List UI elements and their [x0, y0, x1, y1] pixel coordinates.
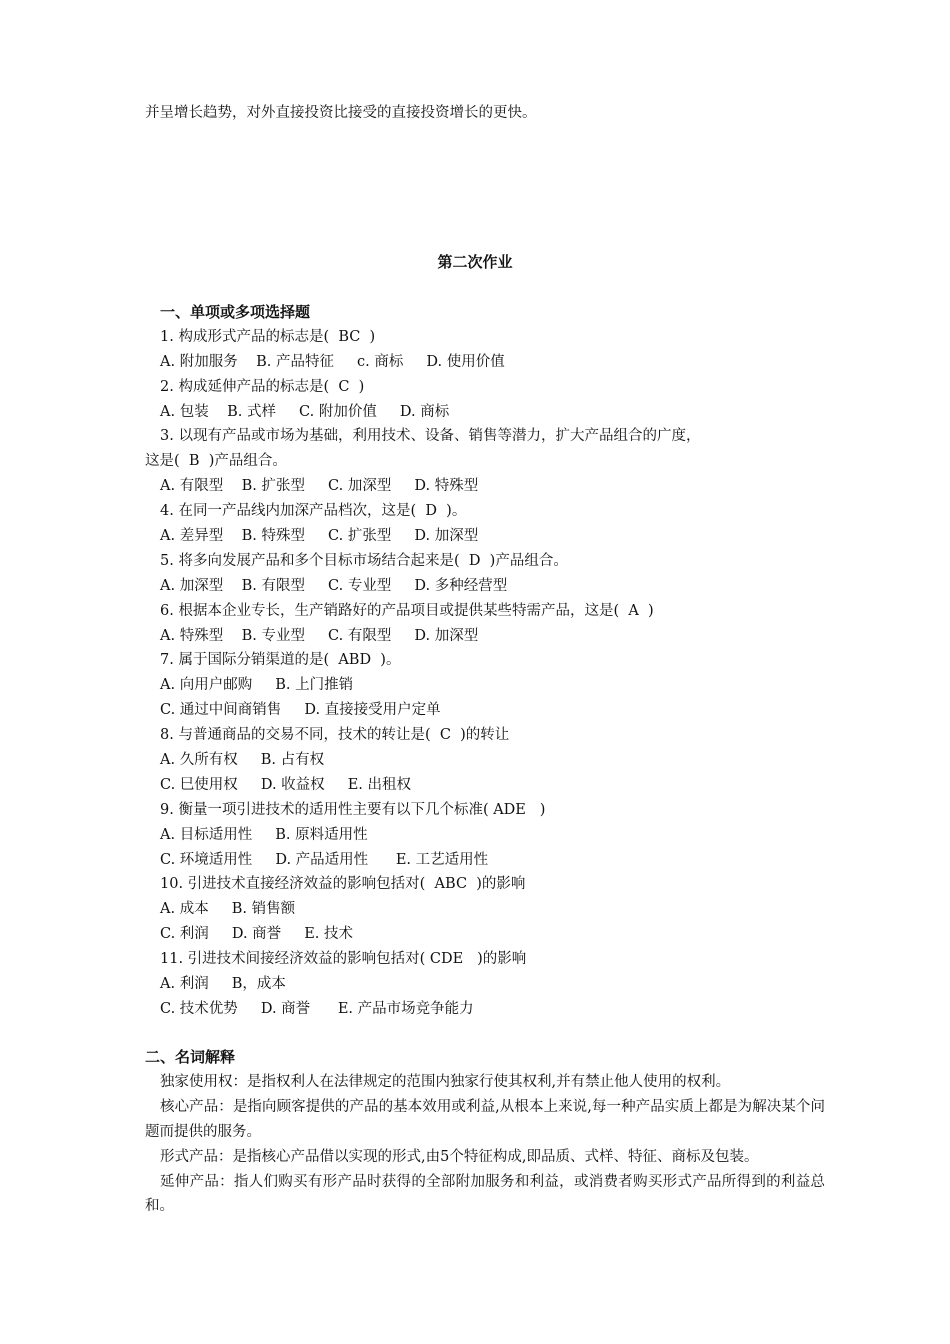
question-line: 10. 引进技术直接经济效益的影响包括对( ABC )的影响 [160, 876, 526, 893]
definition-paragraph: 延伸产品：指人们购买有形产品时获得的全部附加服务和利益，或消费者购买形式产品所得到的利益总和。 [145, 1173, 825, 1215]
page-title: 第二次作业 [437, 253, 513, 271]
question-line: 6. 根据本企业专长，生产销路好的产品项目或提供某些特需产品，这是( A ) [160, 602, 654, 619]
definition-paragraph: 独家使用权：是指权利人在法律规定的范围内独家行使其权利,并有禁止他人使用的权利。 [160, 1073, 731, 1090]
carryover-text: 并呈增长趋势，对外直接投资比接受的直接投资增长的更快。 [145, 105, 537, 121]
question-line: 2. 构成延伸产品的标志是( C ) [160, 378, 365, 395]
option-line: A. 特殊型 B. 专业型 C. 有限型 D. 加深型 [160, 627, 479, 644]
definition-paragraph: 形式产品：是指核心产品借以实现的形式,由5个特征构成,即品质、式样、特征、商标及包装。 [160, 1148, 759, 1165]
option-line: A. 成本 B. 销售额 [160, 901, 296, 918]
option-line: C. 巳使用权 D. 收益权 E. 出租权 [160, 776, 412, 793]
question-line: 8. 与普通商品的交易不同，技术的转让是( C )的转让 [160, 727, 510, 744]
section-heading: 二、名词解释 [145, 1048, 236, 1066]
question-line: 5. 将多向发展产品和多个目标市场结合起来是( D )产品组合。 [160, 552, 568, 569]
question-line: 7. 属于国际分销渠道的是( ABD )。 [160, 652, 401, 669]
option-line: A. 附加服务 B. 产品特征 c. 商标 D. 使用价值 [160, 353, 505, 370]
definition-paragraph: 核心产品：是指向顾客提供的产品的基本效用或利益,从根本上来说,每一种产品实质上都是为解决某个问题而提供的服务。 [145, 1098, 825, 1140]
section-term-definitions [145, 1045, 825, 1219]
option-line: A. 差异型 B. 特殊型 C. 扩张型 D. 加深型 [160, 528, 479, 545]
option-line: C. 通过中间商销售 D. 直接接受用户定单 [160, 702, 441, 719]
option-line: C. 技术优势 D. 商誉 E. 产品市场竞争能力 [160, 1000, 474, 1017]
option-line: A. 包装 B. 式样 C. 附加价值 D. 商标 [160, 403, 450, 420]
option-line: A. 久所有权 B. 占有权 [160, 752, 325, 769]
option-line: C. 利润 D. 商誉 E. 技术 [160, 926, 354, 943]
question-line: 4. 在同一产品线内加深产品档次，这是( D )。 [160, 503, 467, 520]
option-line: C. 环境适用性 D. 产品适用性 E. 工艺适用性 [160, 851, 489, 868]
section-heading: 一、单项或多项选择题 [160, 303, 311, 321]
question-line-continued: 这是( B )产品组合。 [145, 453, 287, 470]
question-line: 9. 衡量一项引进技术的适用性主要有以下几个标准( ADE ) [160, 801, 546, 818]
option-line: A. 目标适用性 B. 原料适用性 [160, 826, 368, 843]
question-line: 3. 以现有产品或市场为基础，利用技术、设备、销售等潜力，扩大产品组合的广度， [160, 428, 701, 445]
question-line: 11. 引进技术间接经济效益的影响包括对( CDE )的影响 [160, 951, 527, 968]
option-line: A. 利润 B，成本 [160, 976, 286, 993]
option-line: A. 向用户邮购 B. 上门推销 [160, 677, 354, 694]
section-choice-questions [145, 300, 825, 1022]
question-line: 1. 构成形式产品的标志是( BC ) [160, 328, 376, 345]
option-line: A. 加深型 B. 有限型 C. 专业型 D. 多种经营型 [160, 577, 508, 594]
option-line: A. 有限型 B. 扩张型 C. 加深型 D. 特殊型 [160, 478, 479, 495]
